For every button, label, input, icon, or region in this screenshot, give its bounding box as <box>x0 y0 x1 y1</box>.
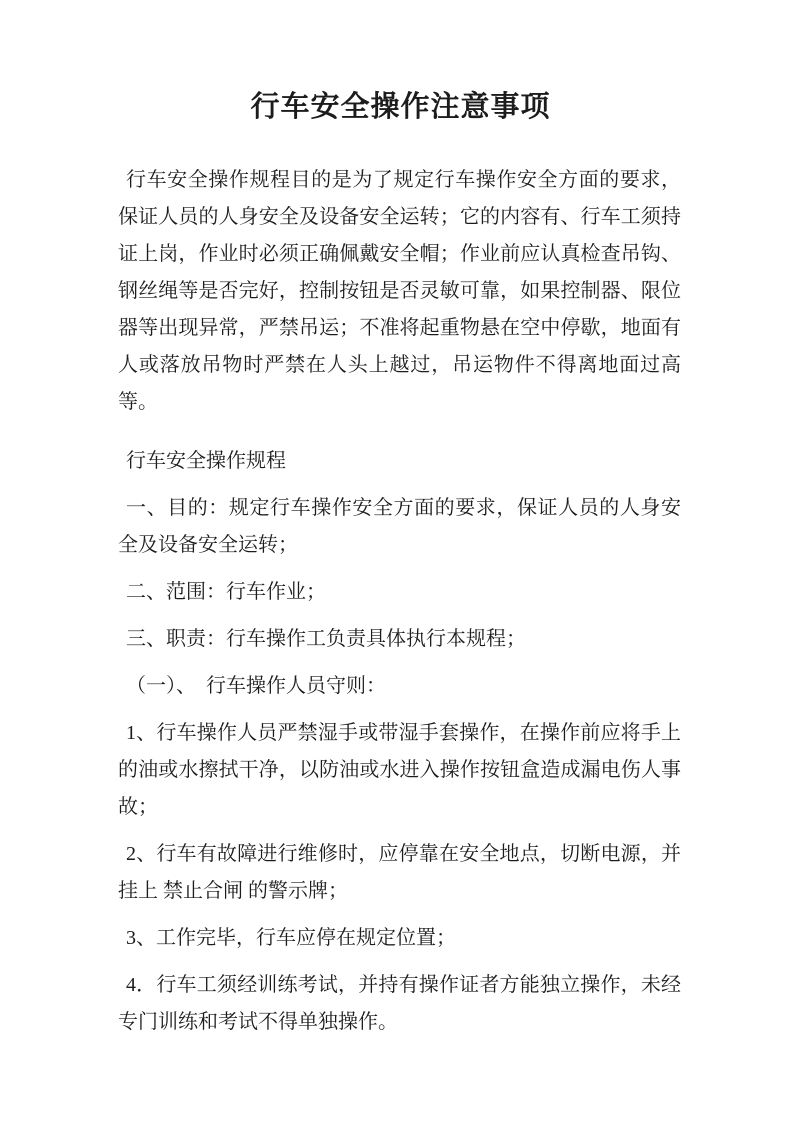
paragraph: （一）、 行车操作人员守则： <box>126 675 386 697</box>
paragraph: 3、工作完毕，行车应停在规定位置； <box>126 927 456 949</box>
page-title: 行车安全操作注意事项 <box>250 91 551 123</box>
paragraph: 一、目的：规定行车操作安全方面的要求，保证人员的人身安全及设备安全运转； <box>118 497 681 556</box>
paragraph-list <box>118 162 681 1041</box>
paragraph: 行车安全操作规程 <box>126 450 286 472</box>
paragraph: 三、职责：行车操作工负责具体执行本规程； <box>126 628 526 650</box>
paragraph: 4．行车工须经训练考试，并持有操作证者方能独立操作，未经专门训练和考试不得单独操作。 <box>118 974 681 1033</box>
paragraph: 行车安全操作规程目的是为了规定行车操作安全方面的要求，保证人员的人身安全及设备安全运转；它的内容有、行车工须持证上岗，作业时必须正确佩戴安全帽；作业前应认真检查吊钩、钢丝绳等是否完好，控制按钮是否灵敏可靠，如果控制器、限位器等出现异常，严禁吊运；不准将起重物悬在空中停歇，地面有人或落放吊物时严禁在人头上越过，吊运物件不得离地面过高等。 <box>118 169 681 413</box>
paragraph: 2、行车有故障进行维修时，应停靠在安全地点，切断电源，并挂上 禁止合闸 的警示牌； <box>118 843 681 902</box>
paragraph: 1、行车操作人员严禁湿手或带湿手套操作，在操作前应将手上的油或水擦拭干净，以防油或水进入操作按钮盒造成漏电伤人事故； <box>118 722 681 818</box>
paragraph: 二、范围：行车作业； <box>126 581 326 603</box>
